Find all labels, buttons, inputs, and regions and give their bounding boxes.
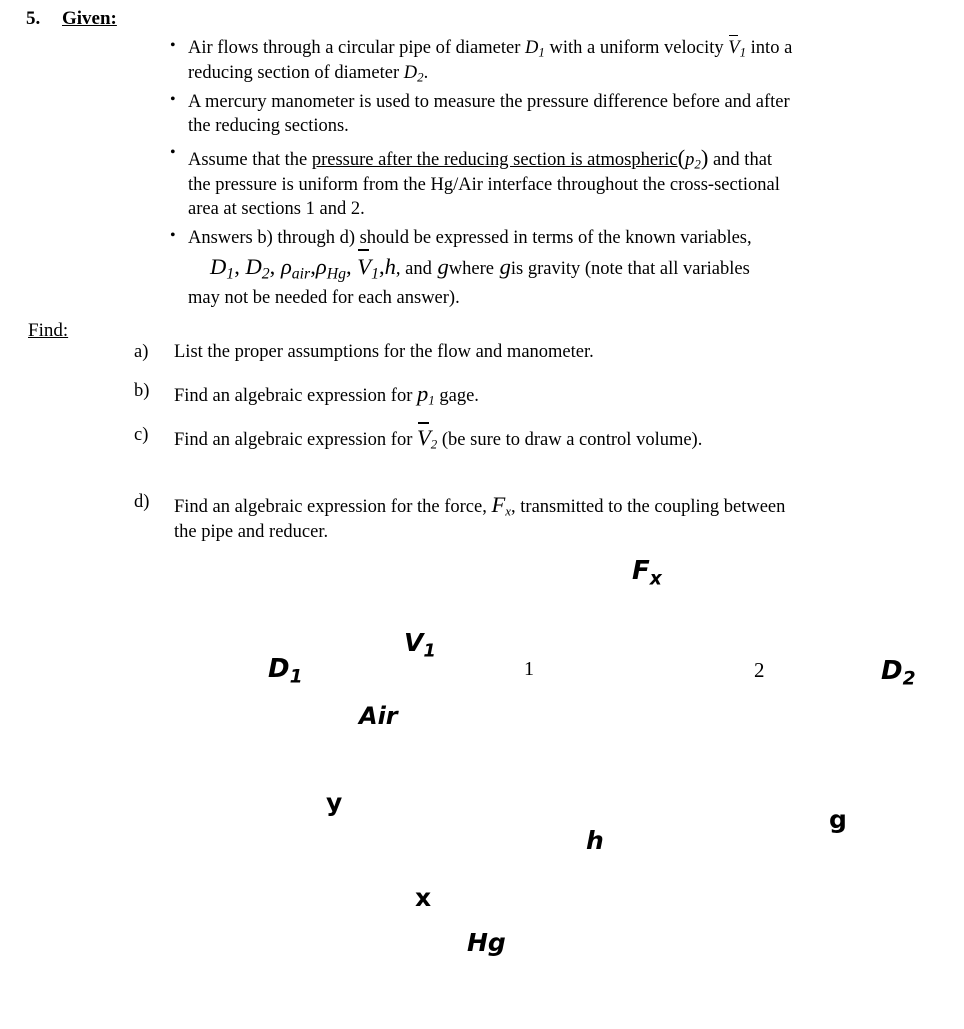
assume-line3: area at sections 1 and 2. bbox=[188, 199, 365, 220]
var-D1: D bbox=[525, 38, 539, 58]
find-item-d bbox=[134, 490, 894, 545]
bullet-text-c: into a bbox=[750, 38, 793, 58]
var-g-2: g bbox=[499, 253, 511, 279]
paren-close: ) bbox=[700, 144, 709, 170]
vars-tail2: is gravity (note that all variables bbox=[510, 258, 750, 279]
var-p2-sub: 2 bbox=[694, 156, 701, 172]
assume-line2: the pressure is uniform from the Hg/Air interface throughout the cross-sectional bbox=[188, 174, 780, 195]
variables-line bbox=[188, 251, 888, 286]
reducer-manometer-diagram bbox=[0, 538, 964, 1024]
given-label: Given: bbox=[62, 8, 117, 29]
comma-5: , bbox=[378, 253, 385, 279]
comma-3: , bbox=[310, 253, 316, 279]
label-V1: $V_1$ bbox=[404, 628, 436, 662]
var-p2: p bbox=[685, 149, 695, 170]
problem-number: 5. bbox=[26, 8, 41, 29]
comma-4: , bbox=[345, 253, 358, 279]
comma-1: , bbox=[234, 253, 246, 279]
find-letter-a: a) bbox=[134, 342, 149, 362]
var-Fx: F bbox=[491, 491, 506, 517]
bullet-assume-pressure bbox=[168, 143, 888, 222]
assume-underlined: pressure after the reducing section is atmospheric bbox=[311, 149, 678, 170]
var-list-D2: D bbox=[245, 253, 262, 279]
bullet-period: . bbox=[423, 62, 429, 83]
label-g: g bbox=[829, 805, 847, 834]
bullet-text-line2: reducing section of diameter bbox=[188, 62, 400, 83]
label-air: Air bbox=[359, 702, 398, 730]
label-h: h bbox=[586, 826, 604, 855]
find-text-b-post: gage. bbox=[439, 385, 479, 406]
var-V2-sub: 2 bbox=[430, 437, 438, 453]
var-list-V1: V bbox=[357, 253, 372, 279]
bullet-text-a: Air flows through a circular pipe of diameter bbox=[188, 38, 521, 58]
find-text-d-pre: Find an algebraic expression for the force, bbox=[174, 496, 487, 517]
var-list-V1-sub: 1 bbox=[371, 265, 379, 283]
var-V1-sub: 1 bbox=[739, 44, 747, 60]
var-g-1: g bbox=[437, 253, 449, 279]
var-rho-air-sub: air bbox=[291, 265, 311, 283]
var-D2-sub: 2 bbox=[417, 69, 424, 85]
paren-open: ( bbox=[677, 144, 686, 170]
find-item-b bbox=[134, 379, 894, 409]
find-letter-b: b) bbox=[134, 380, 150, 401]
find-item-a bbox=[134, 340, 894, 365]
vars-tail: where bbox=[448, 258, 494, 279]
bullet-text-b: with a uniform velocity bbox=[549, 38, 724, 58]
var-rho-hg: ρ bbox=[315, 253, 327, 279]
var-D2: D bbox=[403, 62, 418, 83]
bullet-answers-variables bbox=[168, 226, 888, 311]
var-Fx-sub: x bbox=[505, 503, 512, 519]
var-list-D1: D bbox=[210, 253, 227, 279]
answers-line1: Answers b) through d) should be expressed in terms of the known variables, bbox=[188, 228, 752, 249]
var-list-D1-sub: 1 bbox=[226, 265, 235, 283]
find-text-b-pre: Find an algebraic expression for bbox=[174, 385, 413, 406]
var-rho-air: ρ bbox=[280, 253, 292, 279]
answers-line3: may not be needed for each answer). bbox=[188, 287, 460, 308]
find-text-d-post: , transmitted to the coupling between bbox=[511, 496, 786, 517]
var-p1-sub: 1 bbox=[428, 392, 435, 408]
given-bullet-list bbox=[168, 36, 888, 315]
find-letter-d: d) bbox=[134, 491, 150, 512]
find-item-c bbox=[134, 423, 894, 453]
var-p1: p bbox=[417, 380, 429, 406]
manometer-line2: the reducing sections. bbox=[188, 116, 349, 137]
var-list-D2-sub: 2 bbox=[261, 265, 270, 283]
comma-2: , bbox=[269, 253, 281, 279]
label-section-2: 2 bbox=[754, 658, 765, 682]
find-text-c-pre: Find an algebraic expression for bbox=[174, 430, 413, 451]
find-text-a: List the proper assumptions for the flow and manometer. bbox=[174, 342, 594, 362]
find-text-d-line2: the pipe and reducer. bbox=[174, 522, 329, 543]
label-Fx: $F_x$ bbox=[632, 556, 662, 590]
label-y-axis: y bbox=[326, 788, 343, 817]
label-D2: $D_2$ bbox=[881, 656, 916, 690]
vars-mid: , and bbox=[395, 258, 432, 279]
label-hg: Hg bbox=[467, 928, 506, 957]
manometer-line1: A mercury manometer is used to measure the pressure difference before and after bbox=[188, 91, 790, 112]
find-label: Find: bbox=[28, 320, 69, 341]
assume-post: and that bbox=[712, 149, 773, 170]
find-item-list bbox=[134, 340, 894, 559]
find-letter-c: c) bbox=[134, 425, 149, 446]
var-V1: V bbox=[728, 38, 740, 58]
label-x-axis: x bbox=[415, 883, 432, 912]
var-D1-sub: 1 bbox=[538, 44, 545, 60]
var-V2: V bbox=[417, 425, 431, 451]
assume-pre: Assume that the bbox=[188, 149, 308, 170]
label-D1: $D_1$ bbox=[268, 654, 303, 688]
find-text-c-post: (be sure to draw a control volume). bbox=[441, 430, 703, 451]
bullet-air-flows bbox=[168, 36, 888, 86]
var-rho-hg-sub: Hg bbox=[326, 265, 346, 283]
label-section-1: 1 bbox=[524, 658, 534, 680]
bullet-mercury-manometer bbox=[168, 90, 888, 139]
var-h: h bbox=[384, 253, 396, 279]
